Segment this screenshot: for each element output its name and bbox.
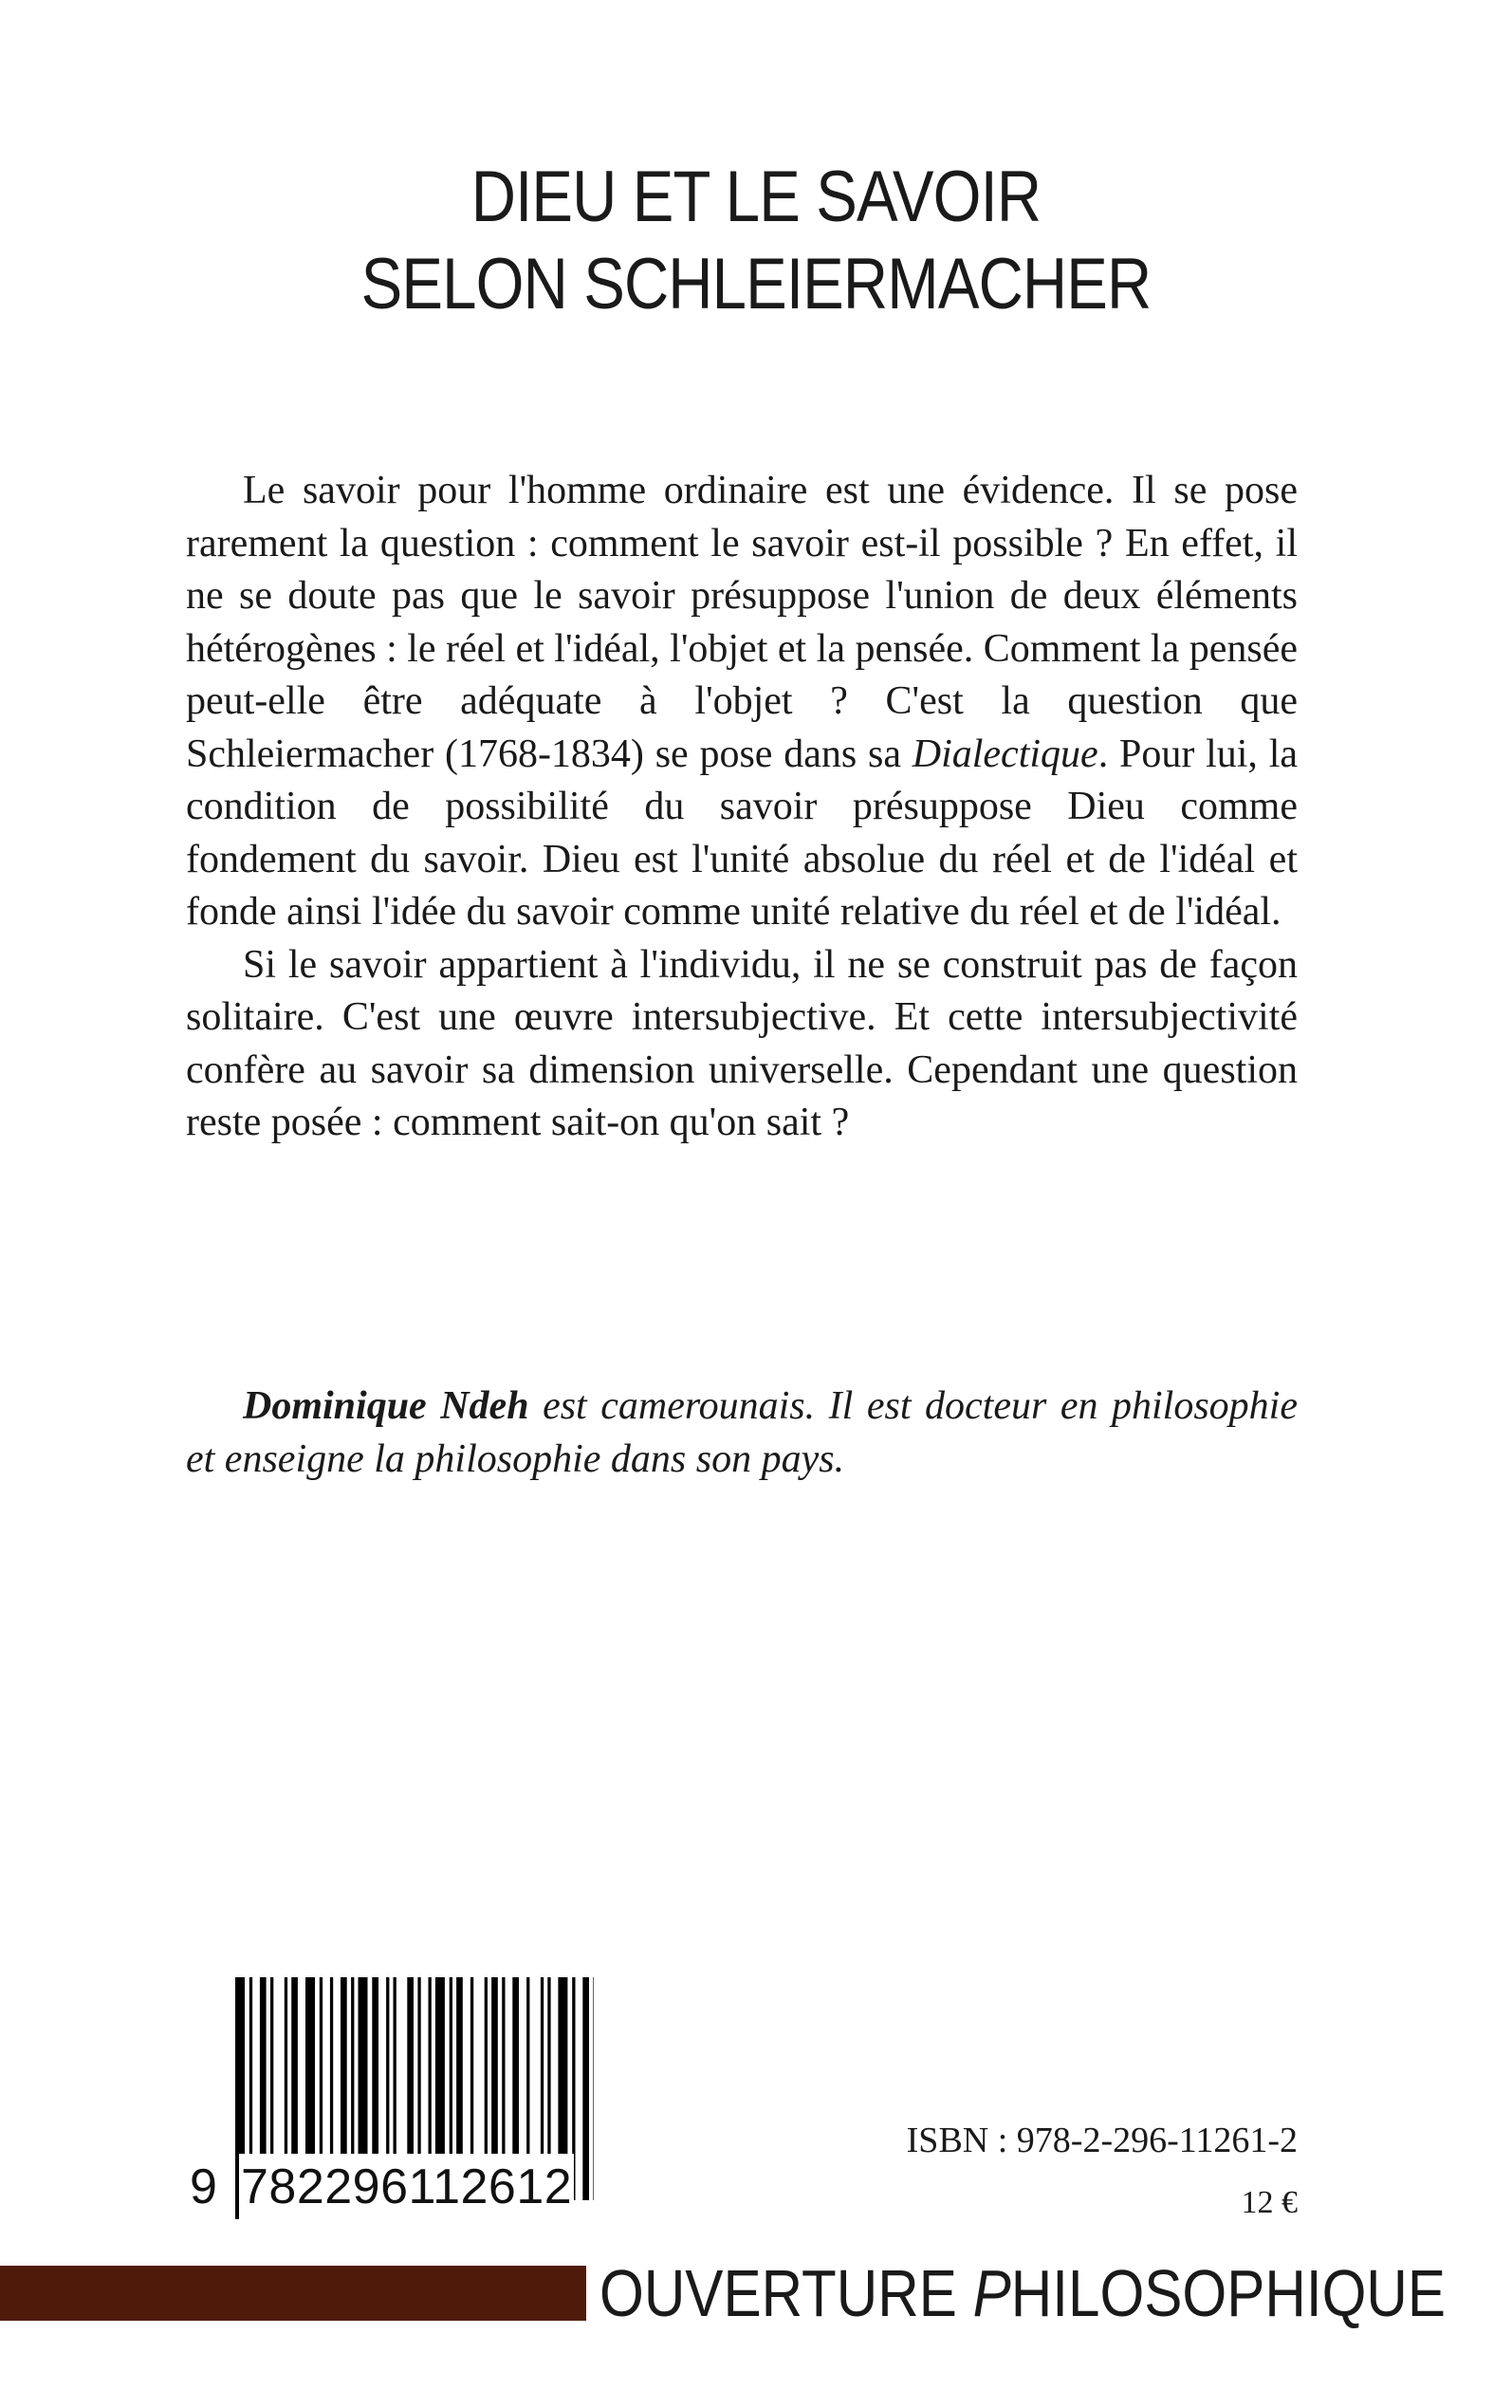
collection-name-part-1: OUVERTURE [599, 2256, 973, 2330]
barcode-first-digit: 9 [190, 2159, 217, 2214]
summary-paragraph-1 [186, 465, 1298, 939]
author-bio: est camerounais. Il est docteur en philosophie et enseigne la philosophie dans son pays. [186, 1384, 1298, 1481]
summary-paragraph-2: Si le savoir appartient à l'individu, il ne se construit pas de façon solitaire. C'est une œuvre intersubjective. Et cette intersubjectivité confère au savoir sa dimension universelle. Cependant une question reste posée : comment sait-on qu'on sait ? [186, 942, 1298, 1144]
summary-paragraph-1-text-a: Le savoir pour l'homme ordinaire est une évidence. Il se pose rarement la question : comment le savoir est-il possible ? En effet, il ne se doute pas que le savoir présuppose l'union de deux éléments hétérogènes : le réel et l'idéal, l'objet et la pensée. Comment la pensée peut-elle être adéquate à l'objet ? C'est la question que Schleiermacher (1768-1834) se pose dans sa [186, 469, 1299, 776]
barcode-number [186, 2154, 594, 2220]
collection-color-bar [0, 2266, 586, 2321]
author-note [186, 1380, 1298, 1486]
summary-dialectique-title: Dialectique [912, 732, 1098, 776]
barcode-digits: 782296112612 [239, 2154, 574, 2220]
back-cover-summary [186, 465, 1298, 1150]
summary-paragraph-1-text-b: . Pour lui, la condition de possibilité du savoir présuppose Dieu comme fondement du savoir. Dieu est l'unité absolue du réel et de l'idéal et fonde ainsi l'idée du savoir comme unité relative du réel et de l'idéal. [186, 732, 1299, 934]
collection-name [599, 2254, 1447, 2332]
book-title [106, 154, 1407, 328]
author-name: Dominique Ndeh [243, 1384, 529, 1428]
collection-name-italic-letter: P [972, 2256, 1011, 2330]
collection-name-part-2: HILOSOPHIQUE [1010, 2256, 1447, 2330]
title-line-1: DIEU ET LE SAVOIR [470, 157, 1042, 237]
price: 12 € [1241, 2185, 1298, 2220]
isbn: ISBN : 978-2-296-11261-2 [906, 2121, 1298, 2160]
title-line-2: SELON SCHLEIERMACHER [360, 244, 1152, 324]
